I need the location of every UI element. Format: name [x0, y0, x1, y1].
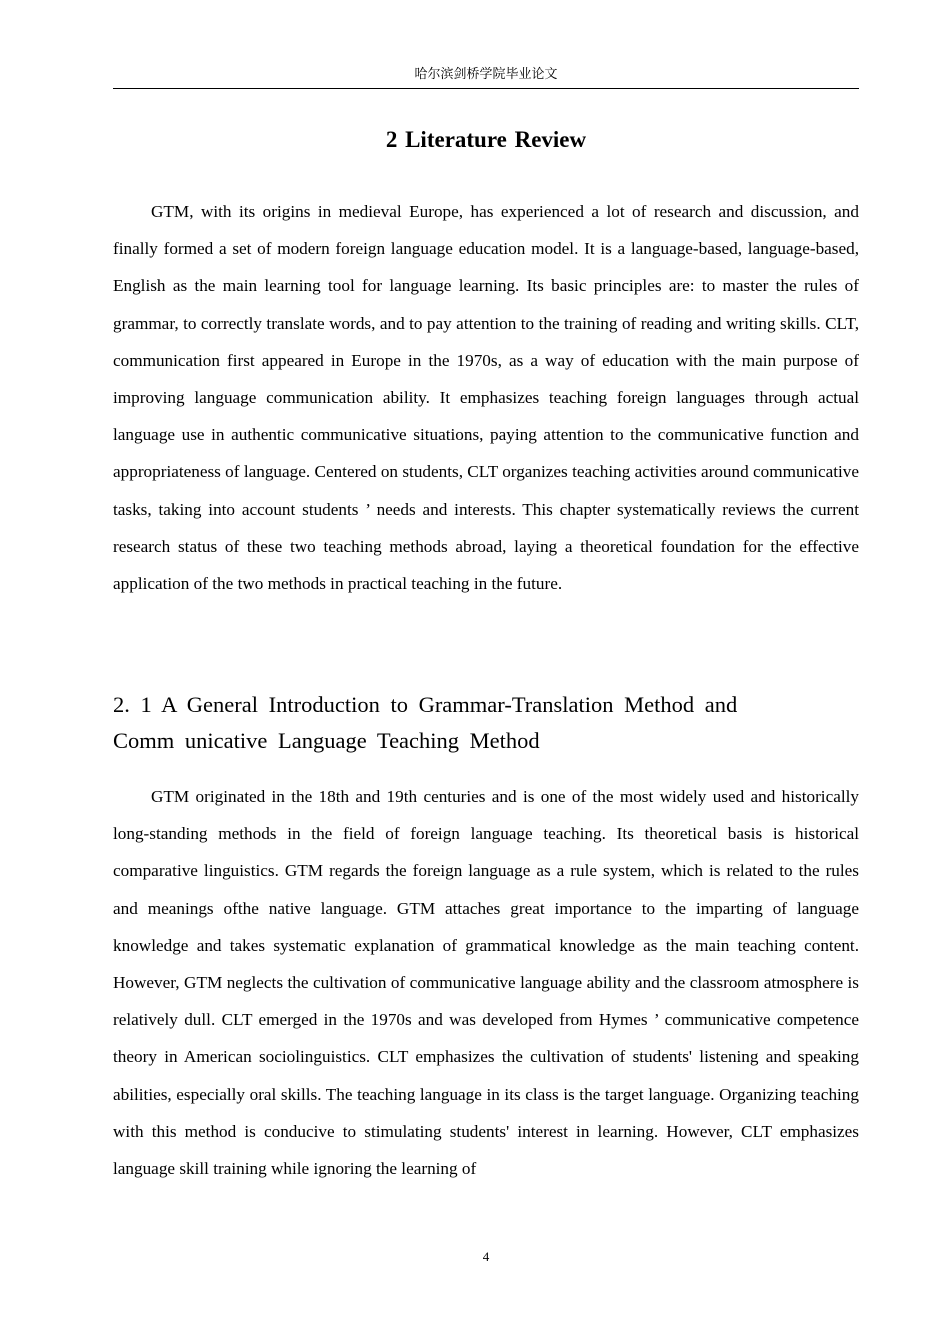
running-header: 哈尔滨剑桥学院毕业论文 — [414, 66, 558, 81]
body-paragraph-2: GTM originated in the 18th and 19th centuries and is one of the most widely used and historically long-standing methods in the field of foreign language teaching. Its theoretical basis is historical comparative linguistics. GTM regards the foreign language as a rule system, which is related to the rules and meanings ofthe native language. GTM attaches great importance to the imparting of language knowledge and takes systematic explanation of grammatical knowledge as the main teaching content. However, GTM neglects the cultivation of communicative language ability and the classroom atmosphere is relatively dull. CLT emerged in the 1970s and was developed from Hymes ’ communicative competence theory in American sociolinguistics. CLT emphasizes the cultivation of students' listening and speaking abilities, especially oral skills. The teaching language in its class is the target language. Organizing teaching with this method is conducive to stimulating students' interest in learning. However, CLT emphasizes language skill training while ignoring the learning of — [113, 787, 859, 1179]
header-rule — [113, 88, 859, 89]
page-number: 4 — [482, 1249, 490, 1264]
body-paragraph-1: GTM, with its origins in medieval Europe, has experienced a lot of research and discussion, and finally formed a set of modern foreign language education model. It is a language-based, language-based, English as the main learning tool for language learning. Its basic principles are: to master the rules of grammar, to correctly translate words, and to pay attention to the training of reading and writing skills. CLT, communication first appeared in Europe in the 1970s, as a way of education with the main purpose of improving language communication ability. It emphasizes teaching foreign languages through actual language use in authentic communicative situations, paying attention to the communicative function and appropriateness of language. Centered on students, CLT organizes teaching activities around communicative tasks, taking into account students ’ needs and interests. This chapter systematically reviews the current research status of these two teaching methods abroad, laying a theoretical foundation for the effective application of the two methods in practical teaching in the future. — [113, 202, 859, 594]
section-heading-2-1: 2. 1 A General Introduction to Grammar-Translation Method and Comm unicative Language Teaching Method — [113, 692, 738, 753]
chapter-title: 2 Literature Review — [385, 127, 587, 152]
